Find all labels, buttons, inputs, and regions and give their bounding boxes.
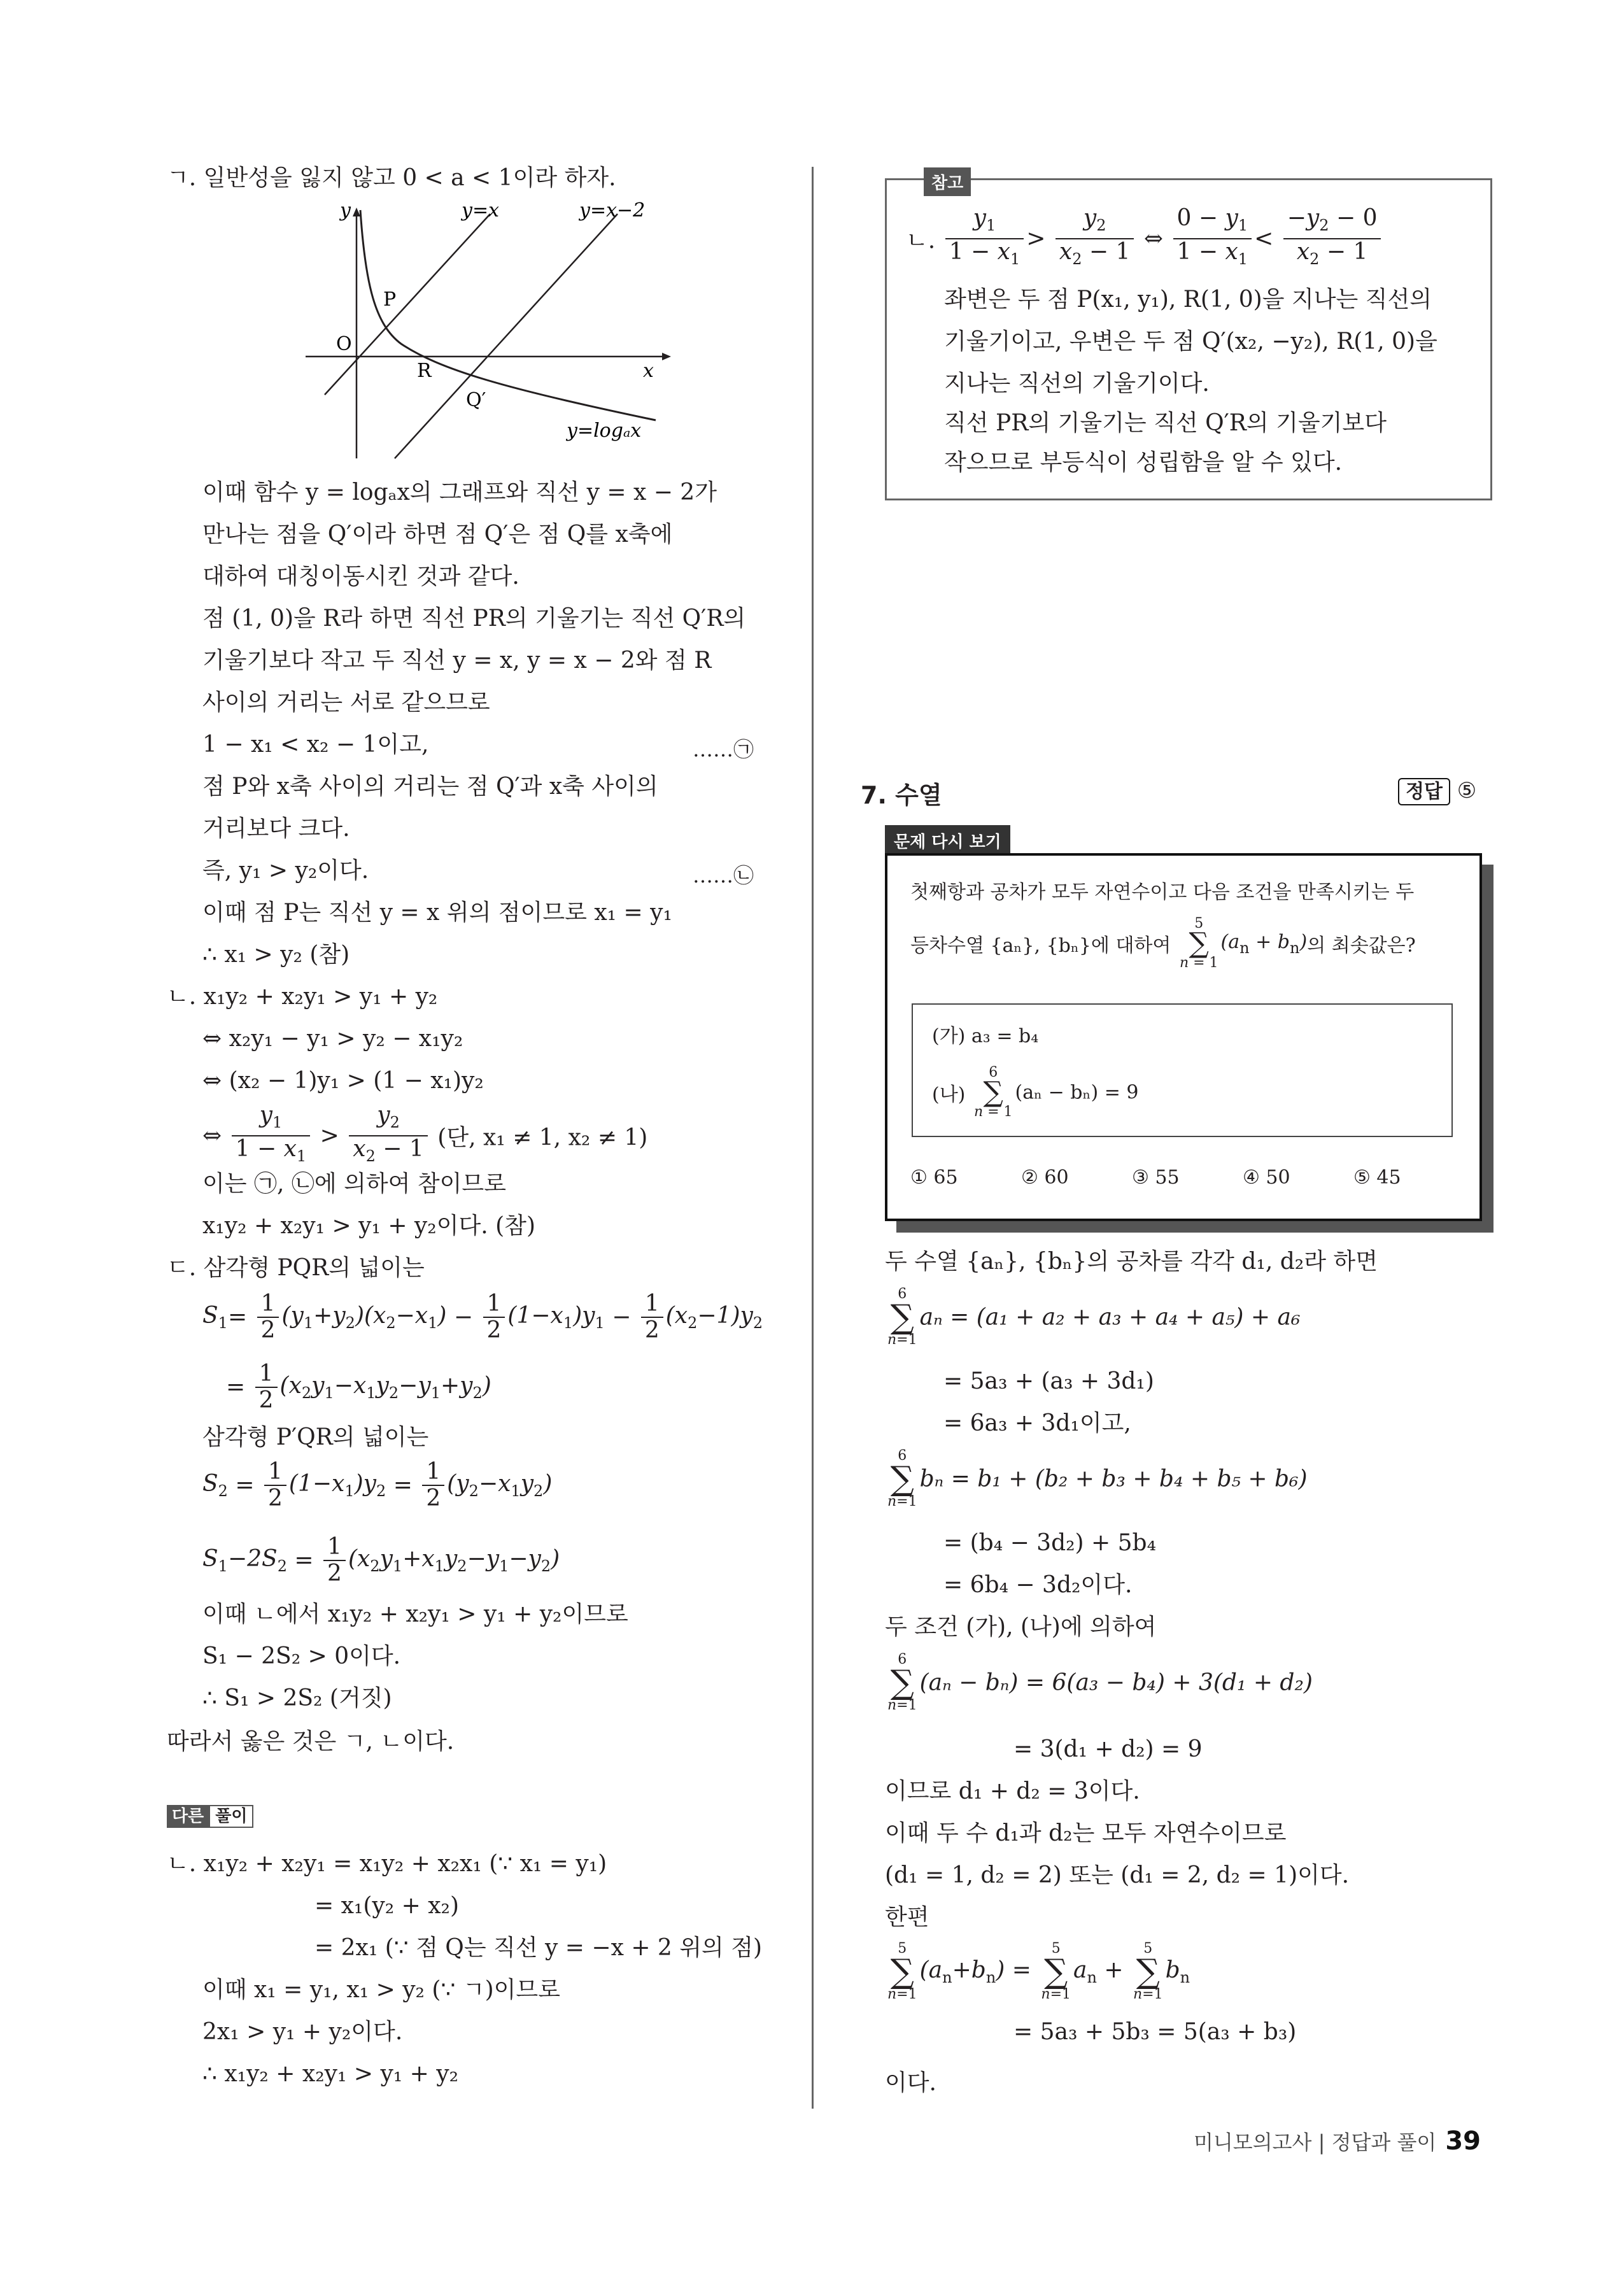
text-line: (d₁ = 1, d₂ = 2) 또는 (d₁ = 2, d₂ = 1)이다. (885, 1862, 1350, 1888)
text-line: 지나는 직선의 기울기이다. (944, 371, 1210, 397)
log-graph (299, 197, 681, 465)
text-line: 이때 함수 y = logₐx의 그래프와 직선 y = x − 2가 (202, 479, 717, 506)
text-line: 이때 x₁ = y₁, x₁ > y₂ (∵ ㄱ)이므로 (202, 1977, 560, 2003)
text-line: 이므로 d₁ + d₂ = 3이다. (885, 1778, 1140, 1804)
page-footer (1194, 2126, 1481, 2156)
problem-text: 첫째항과 공차가 모두 자연수이고 다음 조건을 만족시키는 두 (910, 881, 1415, 903)
sum-a: 6 ∑ n=1 aₙ = (a₁ + a₂ + a₃ + a₄ + a₅) + a₆ (887, 1286, 1301, 1348)
text-line: 사이의 거리는 서로 같으므로 (202, 690, 490, 716)
marker-2: ……㉡ (693, 863, 754, 888)
text-line: = 3(d₁ + d₂) = 9 (1013, 1736, 1203, 1762)
text-line: 두 수열 {aₙ}, {bₙ}의 공차를 각각 d₁, d₂라 하면 (885, 1249, 1378, 1275)
text-line: 2x₁ > y₁ + y₂이다. (202, 2019, 403, 2045)
text-line: 두 조건 (가), (나)에 의하여 (885, 1614, 1157, 1640)
condition-ga: (가) a₃ = b₄ (932, 1025, 1039, 1047)
text-line: = 5a₃ + 5b₃ = 5(a₃ + b₃) (1013, 2019, 1297, 2045)
text-line: 1 − x₁ < x₂ − 1이고, (202, 732, 429, 758)
text-line: ⇔ x₂y₁ − y₁ > y₂ − x₁y₂ (202, 1026, 463, 1052)
text-line: ∴ S₁ > 2S₂ (거짓) (202, 1685, 392, 1711)
text-line: S₁ − 2S₂ > 0이다. (202, 1643, 401, 1669)
text-line: 기울기이고, 우변은 두 점 Q′(x₂, −y₂), R(1, 0)을 (944, 329, 1437, 355)
text-line: 한편 (885, 1904, 929, 1930)
reference-tag: 참고 (924, 167, 971, 196)
text-line: = 5a₃ + (a₃ + 3d₁) (943, 1368, 1154, 1394)
text-line: 점 (1, 0)을 R라 하면 직선 PR의 기울기는 직선 Q′R의 (202, 605, 746, 632)
item-digeut: ㄷ. 삼각형 PQR의 넓이는 (167, 1255, 425, 1281)
footer-text: 미니모의고사 | 정답과 풀이 (1193, 2130, 1437, 2154)
choice-2[interactable]: ② 60 (1021, 1166, 1069, 1189)
choice-3[interactable]: ③ 55 (1132, 1166, 1180, 1189)
answer-label: 정답 (1398, 778, 1450, 805)
text-line: = x₁(y₂ + x₂) (314, 1893, 459, 1919)
text-line: 좌변은 두 점 P(x₁, y₁), R(1, 0)을 지나는 직선의 (944, 287, 1432, 313)
review-tag: 문제 다시 보기 (885, 825, 1010, 856)
item-nieun: ㄴ. x₁y₂ + x₂y₁ > y₁ + y₂ (167, 984, 438, 1010)
choice-5[interactable]: ⑤ 45 (1353, 1166, 1401, 1189)
point-q-label: Q′ (466, 389, 486, 411)
problem-7-heading: 7. 수열 (861, 781, 942, 809)
text-line: 대하여 대칭이동시킨 것과 같다. (202, 563, 519, 590)
s2-formula: $S_2$ = $\frac{1}{2}$ $(1-x_1)y_2$ = $\frac{1}{2}$ $(y_2-x_1y_2)$ (202, 1459, 553, 1511)
text-line: 이때 두 수 d₁과 d₂는 모두 자연수이므로 (885, 1820, 1287, 1846)
choice-4[interactable]: ④ 50 (1243, 1166, 1290, 1189)
reference-inequality: ㄴ. $\frac{y_1}{1 - x_1}$ > $\frac{y_2}{x_2 - 1}$ ⇔ $\frac{0 - y_1}{1 - x_1}$ < $\frac{-y_2 - 0}{x_2 - 1}$ (906, 206, 1383, 272)
item-giyeok-intro: ㄱ. 일반성을 잃지 않고 0 < a < 1이라 하자. (167, 165, 616, 191)
x-axis-label: x (643, 360, 654, 382)
origin-label: O (336, 333, 352, 355)
text-line: 기울기보다 작고 두 직선 y = x, y = x − 2와 점 R (202, 647, 712, 674)
problem-text-2: 등차수열 {aₙ}, {bₙ}에 대하여 5 ∑ n = 1 $(a_n + b_n)$의 최솟값은? (910, 916, 1416, 971)
text-line: = (b₄ − 3d₂) + 5b₄ (943, 1530, 1157, 1556)
column-divider (812, 167, 814, 2109)
problem-box (885, 853, 1482, 1221)
text-line: ⇔ (x₂ − 1)y₁ > (1 − x₁)y₂ (202, 1068, 484, 1094)
point-r-label: R (417, 360, 432, 382)
conditions-box (912, 1003, 1453, 1137)
condition-text: (단, x₁ ≠ 1, x₂ ≠ 1) (437, 1124, 648, 1151)
text-line: ㄴ. x₁y₂ + x₂y₁ = x₁y₂ + x₂x₁ (∵ x₁ = y₁) (167, 1851, 607, 1877)
sum-diff: 6 ∑ n=1 (aₙ − bₙ) = 6(a₃ − b₄) + 3(d₁ + d₂) (887, 1652, 1313, 1713)
text-line: 이때 ㄴ에서 x₁y₂ + x₂y₁ > y₁ + y₂이므로 (202, 1601, 628, 1627)
text-line: 이다. (885, 2070, 936, 2096)
sum-b: 6 ∑ n=1 bₙ = b₁ + (b₂ + b₃ + b₄ + b₅ + b₆) (887, 1448, 1308, 1510)
text-line: 이때 점 P는 직선 y = x 위의 점이므로 x₁ = y₁ (202, 900, 672, 926)
text-line: ∴ x₁ > y₂ (참) (202, 942, 350, 968)
answer-value: ⑤ (1457, 778, 1477, 803)
reference-box (885, 174, 1492, 500)
text-line: 이는 ㉠, ㉡에 의하여 참이므로 (202, 1171, 506, 1197)
text-line: 점 P와 x축 사이의 거리는 점 Q′과 x축 사이의 (202, 774, 658, 800)
text-line: = 6a₃ + 3d₁이고, (943, 1410, 1131, 1436)
point-p-label: P (383, 288, 397, 311)
s1-formula: $S_1=$ $\frac{1}{2}$ $(y_1+y_2)(x_2-x_1)$ − $\frac{1}{2}$ $(1-x_1)y_1$ − $\frac{1}{2}$ $(x_2-1)y_2$ (202, 1291, 763, 1343)
conclusion: 따라서 옳은 것은 ㄱ, ㄴ이다. (167, 1729, 455, 1755)
marker-1: ……㉠ (693, 737, 754, 761)
choice-1[interactable]: ① 65 (910, 1166, 958, 1189)
text-line: 직선 PR의 기울기는 직선 Q′R의 기울기보다 (944, 410, 1387, 436)
text-line: 만나는 점을 Q′이라 하면 점 Q′은 점 Q를 x축에 (202, 521, 673, 548)
fraction-inequality: ⇔ $\frac{y_1}{1 - x_1}$ > $\frac{y_2}{x_2 - 1}$ (단, x₁ ≠ 1, x₂ ≠ 1) (202, 1102, 648, 1165)
text-line: = 2x₁ (∵ 점 Q는 직선 y = −x + 2 위의 점) (314, 1935, 763, 1961)
text-line: = 6b₄ − 3d₂이다. (943, 1572, 1133, 1598)
line-y-eq-x (325, 214, 490, 395)
y-axis-label: y (340, 199, 351, 222)
line1-label: y=x (462, 199, 500, 222)
text-line: x₁y₂ + x₂y₁ > y₁ + y₂이다. (참) (202, 1213, 536, 1239)
text-line: ∴ x₁y₂ + x₂y₁ > y₁ + y₂ (202, 2061, 459, 2087)
line2-label: y=x−2 (579, 199, 646, 222)
text-line: 거리보다 크다. (202, 816, 350, 842)
log-curve (360, 210, 656, 420)
s1-2s2-formula: $S_1-2S_2$ = $\frac{1}{2}$ $(x_2y_1+x_1y_2-y_1-y_2)$ (202, 1534, 560, 1587)
s1-simplified: = $\frac{1}{2}$ $(x_2y_1-x_1y_2-y_1+y_2)$ (226, 1361, 491, 1413)
alt-solution-tag: 다른 풀이 (167, 1803, 253, 1827)
text-line: 작으므로 부등식이 성립함을 알 수 있다. (944, 449, 1343, 476)
sum-total: 5 ∑ n=1 $(a_n+b_n)$ = 5 ∑ n=1 $a_n$ + 5 ∑ n=1 $b_n$ (887, 1941, 1190, 2002)
answer-indicator (1398, 775, 1476, 803)
text-line: 즉, y₁ > y₂이다. (202, 858, 369, 884)
text-line: 삼각형 P′QR의 넓이는 (202, 1424, 429, 1450)
curve-label: y=logₐx (567, 420, 642, 442)
page-number: 39 (1445, 2126, 1481, 2156)
condition-na: (나) 6 ∑ n = 1 (aₙ − bₙ) = 9 (932, 1065, 1139, 1120)
